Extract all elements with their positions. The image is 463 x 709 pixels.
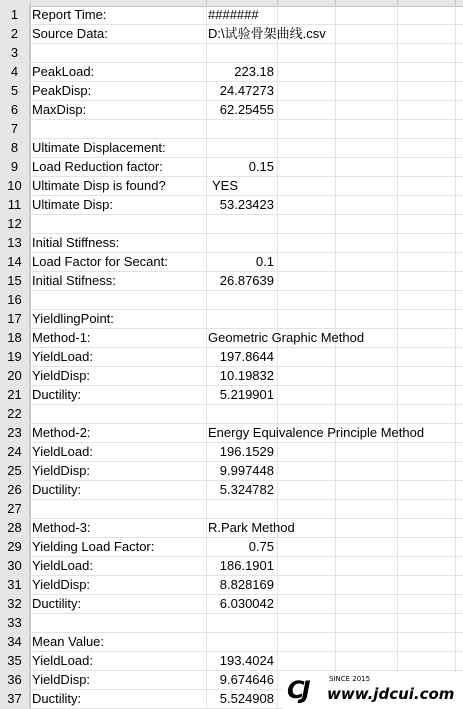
cell-label[interactable]: Method-2: <box>32 425 91 440</box>
cell-label[interactable]: Ductility: <box>32 691 82 706</box>
cell-value[interactable] <box>208 310 276 328</box>
cell-value[interactable]: 5.219901 <box>219 387 274 402</box>
watermark-logo: CJ <box>287 676 308 704</box>
row-number[interactable]: 9 <box>0 158 30 176</box>
sheet-row[interactable] <box>0 196 463 215</box>
row-number[interactable]: 33 <box>0 614 30 632</box>
cell-value[interactable] <box>208 291 276 309</box>
row-number[interactable]: 24 <box>0 443 30 461</box>
sheet-row[interactable] <box>0 215 463 234</box>
row-number[interactable]: 6 <box>0 101 30 119</box>
cell-label[interactable]: YieldDisp: <box>32 463 91 478</box>
row-number[interactable]: 20 <box>0 367 30 385</box>
cell-value[interactable]: Energy Equivalence Principle Method <box>208 425 425 440</box>
sheet-row[interactable] <box>0 652 463 671</box>
sheet-row[interactable] <box>0 291 463 310</box>
cell-label[interactable]: MaxDisp: <box>32 102 87 117</box>
cell-value[interactable] <box>208 44 276 62</box>
sheet-row[interactable] <box>0 234 463 253</box>
sheet-row[interactable] <box>0 424 463 443</box>
sheet-row[interactable] <box>0 272 463 291</box>
row-number[interactable]: 30 <box>0 557 30 575</box>
row-number[interactable]: 28 <box>0 519 30 537</box>
cell-label[interactable]: Ductility: <box>32 387 82 402</box>
sheet-row[interactable] <box>0 348 463 367</box>
cell-label[interactable]: Initial Stiffness: <box>32 235 120 250</box>
cell-value[interactable]: 53.23423 <box>219 197 274 212</box>
cell-value[interactable]: 186.1901 <box>219 558 274 573</box>
row-number[interactable]: 5 <box>0 82 30 100</box>
cell-value[interactable]: 197.8644 <box>219 349 274 364</box>
cell-value[interactable]: 62.25455 <box>219 102 274 117</box>
cell-value[interactable] <box>208 120 276 138</box>
cell-label[interactable]: YieldLoad: <box>32 444 93 459</box>
site-watermark <box>283 672 463 709</box>
watermark-since: SINCE 2015 <box>329 675 371 683</box>
cell-value[interactable]: 26.87639 <box>219 273 274 288</box>
cell-value[interactable]: D:\试验骨架曲线.csv <box>208 26 326 41</box>
row-number[interactable]: 34 <box>0 633 30 651</box>
cell-label[interactable]: Report Time: <box>32 7 107 22</box>
cell-value[interactable] <box>208 215 276 233</box>
cell-value[interactable]: 5.324782 <box>219 482 274 497</box>
cell-value[interactable]: 223.18 <box>234 64 274 79</box>
cell-value[interactable]: R.Park Method <box>208 520 295 535</box>
row-number[interactable]: 3 <box>0 44 30 62</box>
sheet-row[interactable] <box>0 595 463 614</box>
row-number[interactable]: 31 <box>0 576 30 594</box>
sheet-row[interactable] <box>0 481 463 500</box>
row-number[interactable]: 11 <box>0 196 30 214</box>
row-number[interactable]: 1 <box>0 6 30 24</box>
cell-label[interactable]: Ultimate Disp: <box>32 197 113 212</box>
sheet-row[interactable] <box>0 405 463 424</box>
row-number[interactable]: 15 <box>0 272 30 290</box>
row-number[interactable]: 23 <box>0 424 30 442</box>
cell-label[interactable]: Mean Value: <box>32 634 105 649</box>
cell-label[interactable]: PeakLoad: <box>32 64 95 79</box>
row-number[interactable]: 12 <box>0 215 30 233</box>
sheet-row[interactable] <box>0 443 463 462</box>
sheet-row[interactable] <box>0 139 463 158</box>
row-number[interactable]: 35 <box>0 652 30 670</box>
cell-label[interactable]: Load Reduction factor: <box>32 159 163 174</box>
sheet-row[interactable] <box>0 576 463 595</box>
sheet-row[interactable] <box>0 538 463 557</box>
cell-value[interactable]: 196.1529 <box>219 444 274 459</box>
row-number[interactable]: 29 <box>0 538 30 556</box>
cell-label[interactable]: YieldDisp: <box>32 577 91 592</box>
cell-value[interactable]: 10.19832 <box>219 368 274 383</box>
row-number[interactable]: 19 <box>0 348 30 366</box>
row-number[interactable]: 7 <box>0 120 30 138</box>
row-number[interactable]: 25 <box>0 462 30 480</box>
cell-value[interactable]: ####### <box>208 7 259 22</box>
cell-label[interactable]: Method-3: <box>32 520 91 535</box>
cell-value[interactable] <box>208 139 276 157</box>
cell-label[interactable]: YieldDisp: <box>32 672 91 687</box>
cell-value[interactable]: 9.674646 <box>219 672 274 687</box>
cell-value[interactable]: 24.47273 <box>219 83 274 98</box>
sheet-row[interactable] <box>0 329 463 348</box>
row-number[interactable]: 10 <box>0 177 30 195</box>
cell-label[interactable]: Method-1: <box>32 330 91 345</box>
cell-value[interactable] <box>208 405 276 423</box>
cell-label[interactable]: Ultimate Displacement: <box>32 140 166 155</box>
sheet-row[interactable] <box>0 82 463 101</box>
row-number[interactable]: 27 <box>0 500 30 518</box>
cell-value[interactable]: 6.030042 <box>219 596 274 611</box>
sheet-row[interactable] <box>0 6 463 25</box>
cell-label[interactable]: Load Factor for Secant: <box>32 254 168 269</box>
row-number[interactable]: 21 <box>0 386 30 404</box>
row-number[interactable]: 16 <box>0 291 30 309</box>
cell-value[interactable]: YES <box>212 178 239 193</box>
cell-label[interactable]: YieldDisp: <box>32 368 91 383</box>
cell-label[interactable]: Yielding Load Factor: <box>32 539 155 554</box>
sheet-row[interactable] <box>0 500 463 519</box>
cell-value[interactable]: 0.1 <box>255 254 274 269</box>
row-number[interactable]: 37 <box>0 690 30 708</box>
sheet-row[interactable] <box>0 44 463 63</box>
sheet-row[interactable] <box>0 25 463 44</box>
row-number[interactable]: 14 <box>0 253 30 271</box>
cell-value[interactable]: 0.15 <box>248 159 274 174</box>
sheet-row[interactable] <box>0 633 463 652</box>
row-number[interactable]: 13 <box>0 234 30 252</box>
cell-label[interactable]: Ultimate Disp is found? <box>32 178 166 193</box>
cell-value[interactable] <box>208 234 276 252</box>
sheet-row[interactable] <box>0 462 463 481</box>
row-number[interactable]: 26 <box>0 481 30 499</box>
row-number[interactable]: 4 <box>0 63 30 81</box>
cell-value[interactable] <box>208 633 276 651</box>
row-number[interactable]: 22 <box>0 405 30 423</box>
row-number[interactable]: 17 <box>0 310 30 328</box>
sheet-row[interactable] <box>0 367 463 386</box>
row-number[interactable]: 8 <box>0 139 30 157</box>
cell-label[interactable]: YieldLoad: <box>32 653 93 668</box>
sheet-row[interactable] <box>0 101 463 120</box>
cell-label[interactable]: YieldLoad: <box>32 349 93 364</box>
sheet-row[interactable] <box>0 158 463 177</box>
sheet-row[interactable] <box>0 63 463 82</box>
cell-label[interactable]: PeakDisp: <box>32 83 92 98</box>
cell-value[interactable]: 193.4024 <box>219 653 274 668</box>
cell-value[interactable]: 0.75 <box>248 539 274 554</box>
sheet-row[interactable] <box>0 177 463 196</box>
sheet-row[interactable] <box>0 253 463 272</box>
row-number[interactable]: 36 <box>0 671 30 689</box>
cell-label[interactable]: Ductility: <box>32 596 82 611</box>
sheet-row[interactable] <box>0 386 463 405</box>
cell-label[interactable]: Source Data: <box>32 26 108 41</box>
sheet-row[interactable] <box>0 614 463 633</box>
sheet-row[interactable] <box>0 519 463 538</box>
cell-label[interactable]: YieldLoad: <box>32 558 93 573</box>
cell-label[interactable]: YieldlingPoint: <box>32 311 114 326</box>
sheet-row[interactable] <box>0 310 463 329</box>
sheet-row[interactable] <box>0 120 463 139</box>
row-number[interactable]: 32 <box>0 595 30 613</box>
cell-value[interactable] <box>208 614 276 632</box>
cell-value[interactable]: Geometric Graphic Method <box>208 330 365 345</box>
sheet-row[interactable] <box>0 557 463 576</box>
cell-value[interactable]: 5.524908 <box>219 691 274 706</box>
cell-value[interactable] <box>208 500 276 518</box>
cell-value[interactable]: 8.828169 <box>219 577 274 592</box>
watermark-url: www.jdcui.com <box>327 685 455 703</box>
cell-label[interactable]: Initial Stifness: <box>32 273 116 288</box>
row-number[interactable]: 18 <box>0 329 30 347</box>
row-number[interactable]: 2 <box>0 25 30 43</box>
cell-label[interactable]: Ductility: <box>32 482 82 497</box>
cell-value[interactable]: 9.997448 <box>219 463 274 478</box>
